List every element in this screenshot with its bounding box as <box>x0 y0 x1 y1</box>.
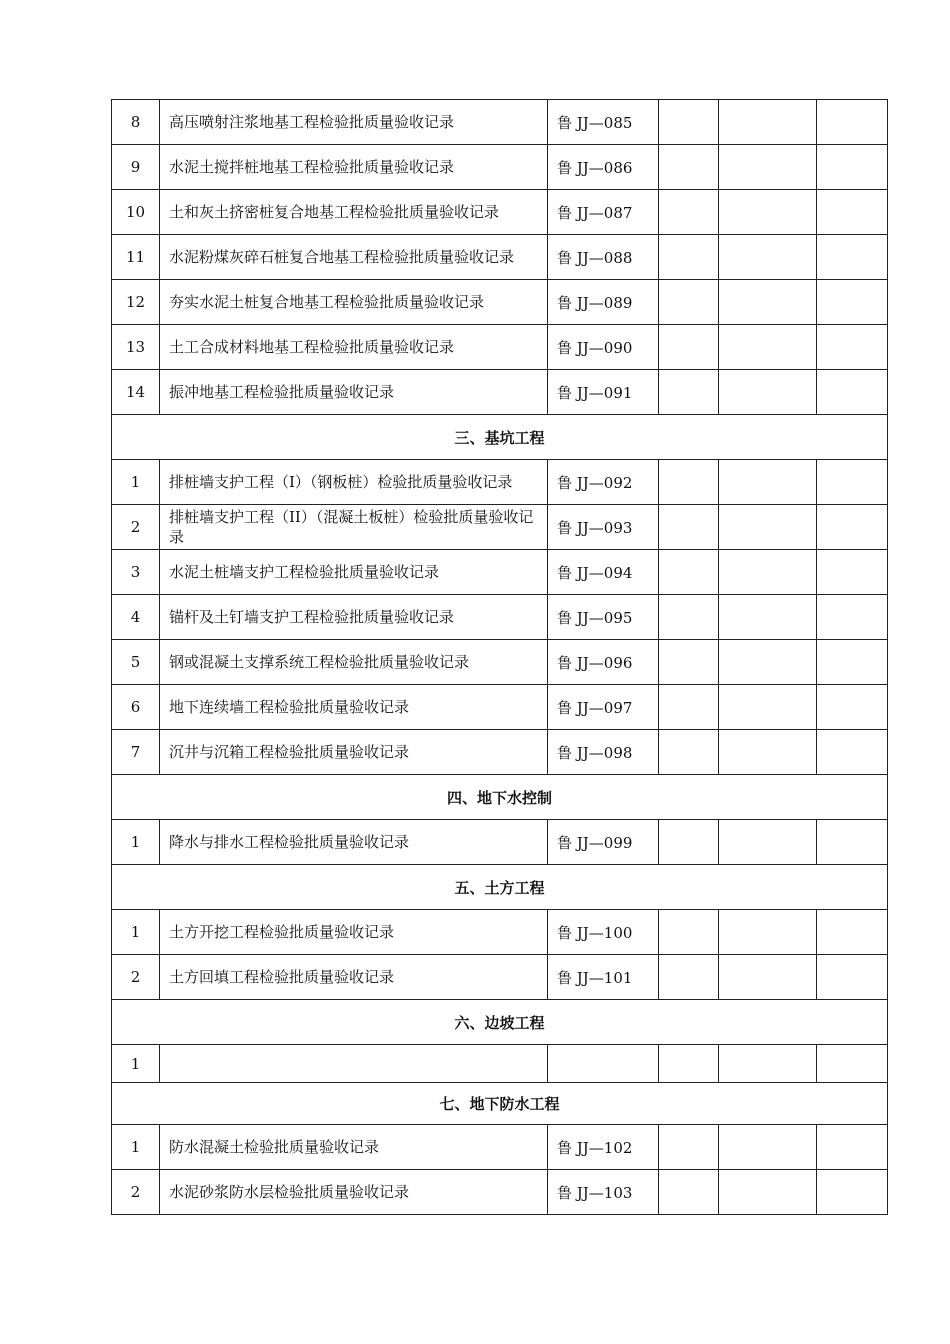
blank-cell <box>659 235 719 280</box>
record-name: 沉井与沉箱工程检验批质量验收记录 <box>160 730 548 775</box>
row-number: 2 <box>112 1170 160 1215</box>
record-name: 高压喷射注浆地基工程检验批质量验收记录 <box>160 100 548 145</box>
blank-cell <box>659 280 719 325</box>
record-name: 土方回填工程检验批质量验收记录 <box>160 955 548 1000</box>
blank-cell <box>817 235 888 280</box>
table-row <box>112 505 888 550</box>
section-row <box>112 415 888 460</box>
record-code: 鲁 JJ—085 <box>548 100 659 145</box>
record-code: 鲁 JJ—091 <box>548 370 659 415</box>
table-row <box>112 1170 888 1215</box>
row-number: 2 <box>112 505 160 550</box>
blank-cell <box>659 595 719 640</box>
blank-cell <box>659 550 719 595</box>
blank-cell <box>817 640 888 685</box>
section-heading: 四、地下水控制 <box>112 775 888 820</box>
table-row <box>112 955 888 1000</box>
blank-cell <box>817 190 888 235</box>
blank-cell <box>659 640 719 685</box>
blank-cell <box>719 820 817 865</box>
row-number: 4 <box>112 595 160 640</box>
record-code <box>548 1045 659 1083</box>
blank-cell <box>719 550 817 595</box>
blank-cell <box>659 1125 719 1170</box>
row-number: 9 <box>112 145 160 190</box>
record-name: 振冲地基工程检验批质量验收记录 <box>160 370 548 415</box>
record-code: 鲁 JJ—090 <box>548 325 659 370</box>
record-code: 鲁 JJ—100 <box>548 910 659 955</box>
section-heading: 七、地下防水工程 <box>112 1083 888 1125</box>
row-number: 3 <box>112 550 160 595</box>
blank-cell <box>719 370 817 415</box>
table-row <box>112 235 888 280</box>
table-row <box>112 190 888 235</box>
blank-cell <box>719 1170 817 1215</box>
blank-cell <box>817 370 888 415</box>
blank-cell <box>817 955 888 1000</box>
blank-cell <box>719 190 817 235</box>
record-code: 鲁 JJ—087 <box>548 190 659 235</box>
row-number: 7 <box>112 730 160 775</box>
blank-cell <box>817 1170 888 1215</box>
record-name: 夯实水泥土桩复合地基工程检验批质量验收记录 <box>160 280 548 325</box>
blank-cell <box>817 595 888 640</box>
blank-cell <box>719 280 817 325</box>
blank-cell <box>719 685 817 730</box>
table-row <box>112 550 888 595</box>
record-code: 鲁 JJ—103 <box>548 1170 659 1215</box>
section-row <box>112 865 888 910</box>
table-row <box>112 145 888 190</box>
record-name: 降水与排水工程检验批质量验收记录 <box>160 820 548 865</box>
record-name: 水泥砂浆防水层检验批质量验收记录 <box>160 1170 548 1215</box>
blank-cell <box>719 505 817 550</box>
blank-cell <box>659 910 719 955</box>
blank-cell <box>659 145 719 190</box>
section-row <box>112 1083 888 1125</box>
blank-cell <box>719 325 817 370</box>
record-name <box>160 1045 548 1083</box>
record-code: 鲁 JJ—099 <box>548 820 659 865</box>
record-code: 鲁 JJ—088 <box>548 235 659 280</box>
blank-cell <box>719 1125 817 1170</box>
record-name: 土工合成材料地基工程检验批质量验收记录 <box>160 325 548 370</box>
blank-cell <box>817 100 888 145</box>
record-name: 水泥粉煤灰碎石桩复合地基工程检验批质量验收记录 <box>160 235 548 280</box>
blank-cell <box>659 730 719 775</box>
record-code: 鲁 JJ—098 <box>548 730 659 775</box>
row-number: 13 <box>112 325 160 370</box>
section-row <box>112 1000 888 1045</box>
row-number: 1 <box>112 820 160 865</box>
blank-cell <box>719 640 817 685</box>
record-code: 鲁 JJ—093 <box>548 505 659 550</box>
row-number: 1 <box>112 1125 160 1170</box>
blank-cell <box>659 370 719 415</box>
record-code: 鲁 JJ—097 <box>548 685 659 730</box>
blank-cell <box>817 550 888 595</box>
blank-cell <box>719 145 817 190</box>
row-number: 12 <box>112 280 160 325</box>
blank-cell <box>659 1045 719 1083</box>
record-name: 土方开挖工程检验批质量验收记录 <box>160 910 548 955</box>
blank-cell <box>719 730 817 775</box>
table-row <box>112 685 888 730</box>
record-code: 鲁 JJ—092 <box>548 460 659 505</box>
row-number: 1 <box>112 460 160 505</box>
blank-cell <box>817 820 888 865</box>
record-code: 鲁 JJ—086 <box>548 145 659 190</box>
record-name: 排桩墙支护工程（I）（钢板桩）检验批质量验收记录 <box>160 460 548 505</box>
record-code: 鲁 JJ—095 <box>548 595 659 640</box>
record-index-table <box>111 99 888 1215</box>
blank-cell <box>817 325 888 370</box>
blank-cell <box>659 685 719 730</box>
table-row <box>112 640 888 685</box>
table-row <box>112 325 888 370</box>
table-row <box>112 100 888 145</box>
table-row <box>112 460 888 505</box>
table-row <box>112 280 888 325</box>
table-row <box>112 1045 888 1083</box>
record-name: 防水混凝土检验批质量验收记录 <box>160 1125 548 1170</box>
row-number: 8 <box>112 100 160 145</box>
table-row <box>112 910 888 955</box>
blank-cell <box>817 280 888 325</box>
blank-cell <box>659 460 719 505</box>
blank-cell <box>817 685 888 730</box>
blank-cell <box>719 235 817 280</box>
blank-cell <box>659 505 719 550</box>
section-heading: 五、土方工程 <box>112 865 888 910</box>
record-name: 土和灰土挤密桩复合地基工程检验批质量验收记录 <box>160 190 548 235</box>
blank-cell <box>719 595 817 640</box>
table-row <box>112 730 888 775</box>
blank-cell <box>659 955 719 1000</box>
row-number: 1 <box>112 910 160 955</box>
row-number: 2 <box>112 955 160 1000</box>
table-row <box>112 370 888 415</box>
blank-cell <box>659 1170 719 1215</box>
blank-cell <box>659 820 719 865</box>
section-heading: 六、边坡工程 <box>112 1000 888 1045</box>
blank-cell <box>817 1125 888 1170</box>
table-row <box>112 595 888 640</box>
row-number: 1 <box>112 1045 160 1083</box>
record-code: 鲁 JJ—096 <box>548 640 659 685</box>
row-number: 6 <box>112 685 160 730</box>
record-name: 排桩墙支护工程（II）（混凝土板桩）检验批质量验收记录 <box>160 505 548 550</box>
record-name: 水泥土搅拌桩地基工程检验批质量验收记录 <box>160 145 548 190</box>
record-name: 钢或混凝土支撑系统工程检验批质量验收记录 <box>160 640 548 685</box>
blank-cell <box>817 730 888 775</box>
blank-cell <box>817 1045 888 1083</box>
record-code: 鲁 JJ—102 <box>548 1125 659 1170</box>
row-number: 5 <box>112 640 160 685</box>
record-name: 水泥土桩墙支护工程检验批质量验收记录 <box>160 550 548 595</box>
blank-cell <box>659 190 719 235</box>
blank-cell <box>817 910 888 955</box>
blank-cell <box>659 325 719 370</box>
record-name: 地下连续墙工程检验批质量验收记录 <box>160 685 548 730</box>
blank-cell <box>719 955 817 1000</box>
blank-cell <box>817 145 888 190</box>
blank-cell <box>719 1045 817 1083</box>
blank-cell <box>659 100 719 145</box>
row-number: 11 <box>112 235 160 280</box>
row-number: 10 <box>112 190 160 235</box>
blank-cell <box>719 910 817 955</box>
blank-cell <box>817 505 888 550</box>
section-heading: 三、基坑工程 <box>112 415 888 460</box>
section-row <box>112 775 888 820</box>
table-row <box>112 820 888 865</box>
blank-cell <box>719 460 817 505</box>
table-row <box>112 1125 888 1170</box>
record-code: 鲁 JJ—101 <box>548 955 659 1000</box>
blank-cell <box>817 460 888 505</box>
record-code: 鲁 JJ—089 <box>548 280 659 325</box>
row-number: 14 <box>112 370 160 415</box>
record-code: 鲁 JJ—094 <box>548 550 659 595</box>
record-name: 锚杆及土钉墙支护工程检验批质量验收记录 <box>160 595 548 640</box>
blank-cell <box>719 100 817 145</box>
